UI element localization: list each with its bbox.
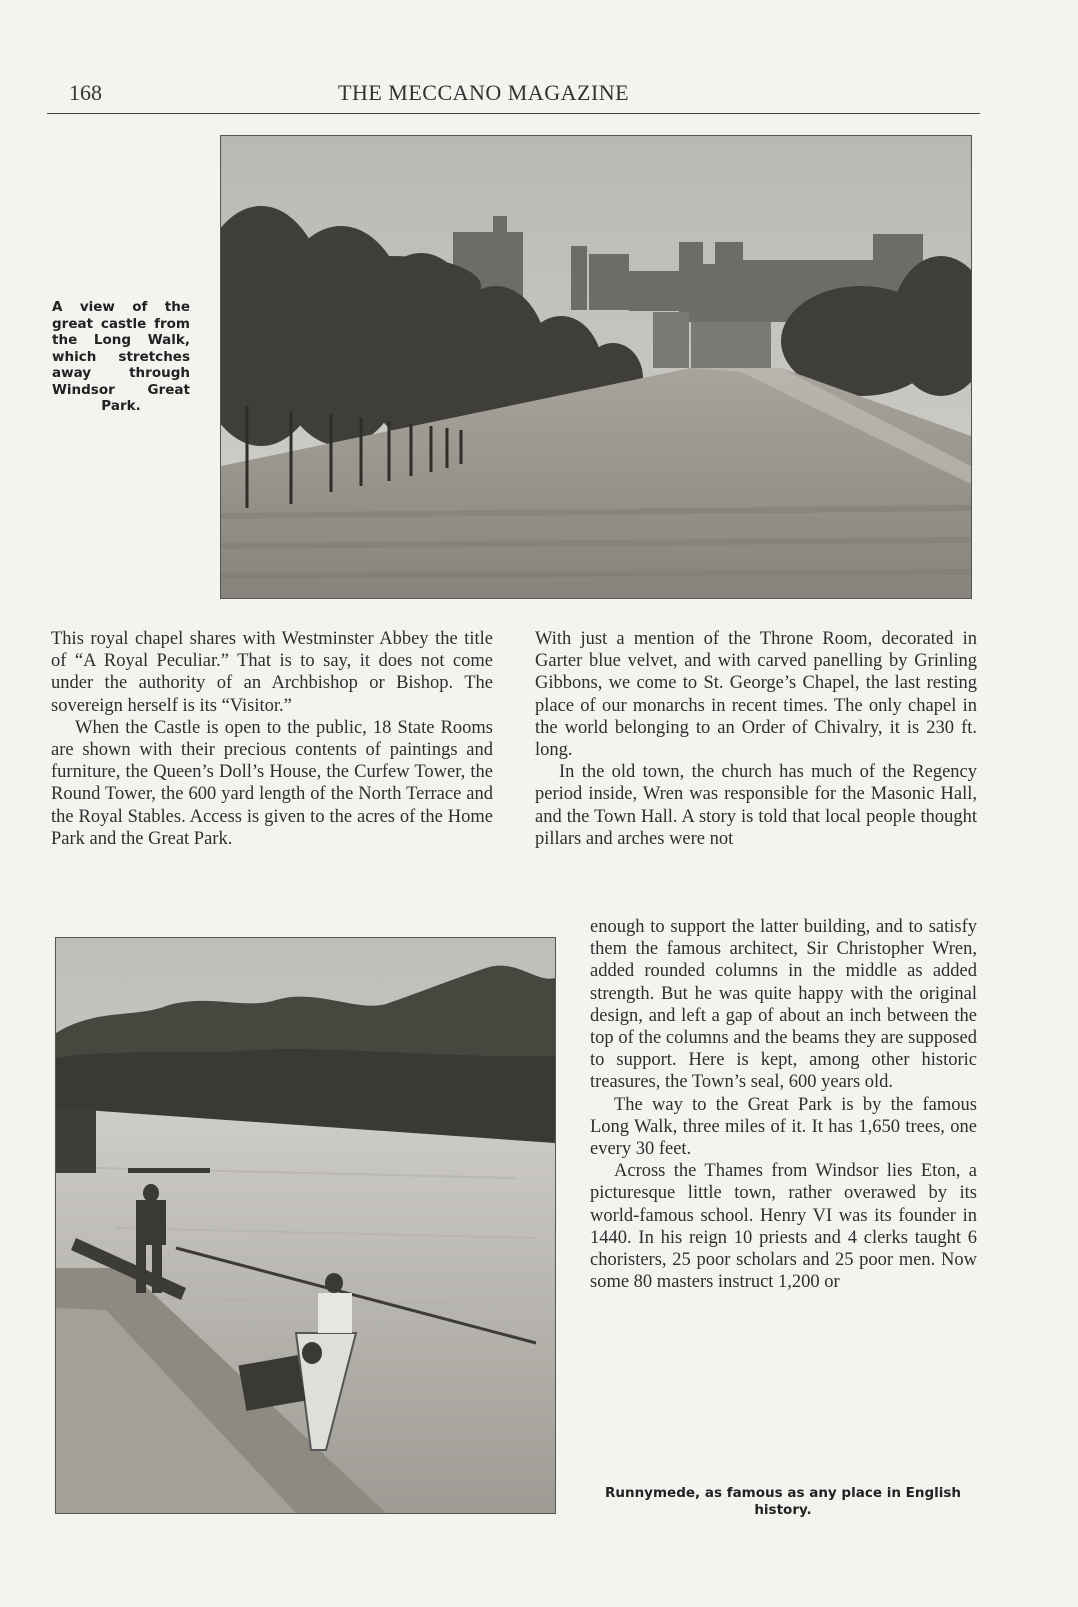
paragraph-old-town-continued: enough to support the latter building, and to satisfy them the famous architect, Sir Christopher Wren, added rounded columns in the middle as added strength. But he was quite happy with the original design, and left a gap of about an inch between the top of the columns and the beams they are supposed to support. Here is kept, among other historic treasures, the Town’s seal, 600 years old. bbox=[590, 917, 977, 1093]
castle-long-walk-photo bbox=[220, 135, 972, 599]
left-text-column bbox=[51, 628, 493, 850]
right-text-column-bottom bbox=[590, 916, 977, 1293]
paragraph-state-rooms: When the Castle is open to the public, 18 State Rooms are shown with their precious contents of paintings and furniture, the Queen’s Doll’s House, the Curfew Tower, the Round Tower, the 600 yard length of the North Terrace and the Royal Stables. Access is given to the acres of the Home Park and the Great Park. bbox=[51, 717, 493, 849]
paragraph-eton: Across the Thames from Windsor lies Eton, a picturesque little town, rather overawed by its world-famous school. Henry VI was its founder in 1440. In his reign 10 priests and 4 clerks taught 6 choristers, 25 poor scholars and 25 poor men. Now some 80 masters instruct 1,200 or bbox=[590, 1161, 977, 1293]
paragraph-old-town-start: In the old town, the church has much of the Regency period inside, Wren was responsible for the Masonic Hall, and the Town Hall. A story is told that local people thought pillars and arches were not bbox=[535, 762, 977, 849]
castle-photo-caption: A view of the great castle from the Long Walk, which stretches away through Windsor Great Park. bbox=[52, 299, 190, 414]
header-rule bbox=[47, 113, 980, 114]
page-number: 168 bbox=[69, 80, 102, 105]
paragraph-long-walk: The way to the Great Park is by the famous Long Walk, three miles of it. It has 1,650 trees, one every 30 feet. bbox=[590, 1094, 977, 1160]
paragraph-royal-peculiar: This royal chapel shares with Westminster Abbey the title of “A Royal Peculiar.” That is to say, it does not come under the authority of an Archbishop or Bishop. The sovereign herself is its “Visitor.” bbox=[51, 629, 493, 716]
running-title: THE MECCANO MAGAZINE bbox=[338, 80, 630, 105]
runnymede-photo bbox=[55, 937, 556, 1514]
right-text-column-top bbox=[535, 628, 977, 850]
paragraph-throne-room: With just a mention of the Throne Room, decorated in Garter blue velvet, and with carved panelling by Grinling Gibbons, we come to St. George’s Chapel, the last resting place of our monarchs in recent times. The only chapel in the world belonging to an Order of Chivalry, it is 230 ft. long. bbox=[535, 629, 977, 761]
runnymede-photo-caption: Runnymede, as famous as any place in English history. bbox=[604, 1485, 962, 1518]
